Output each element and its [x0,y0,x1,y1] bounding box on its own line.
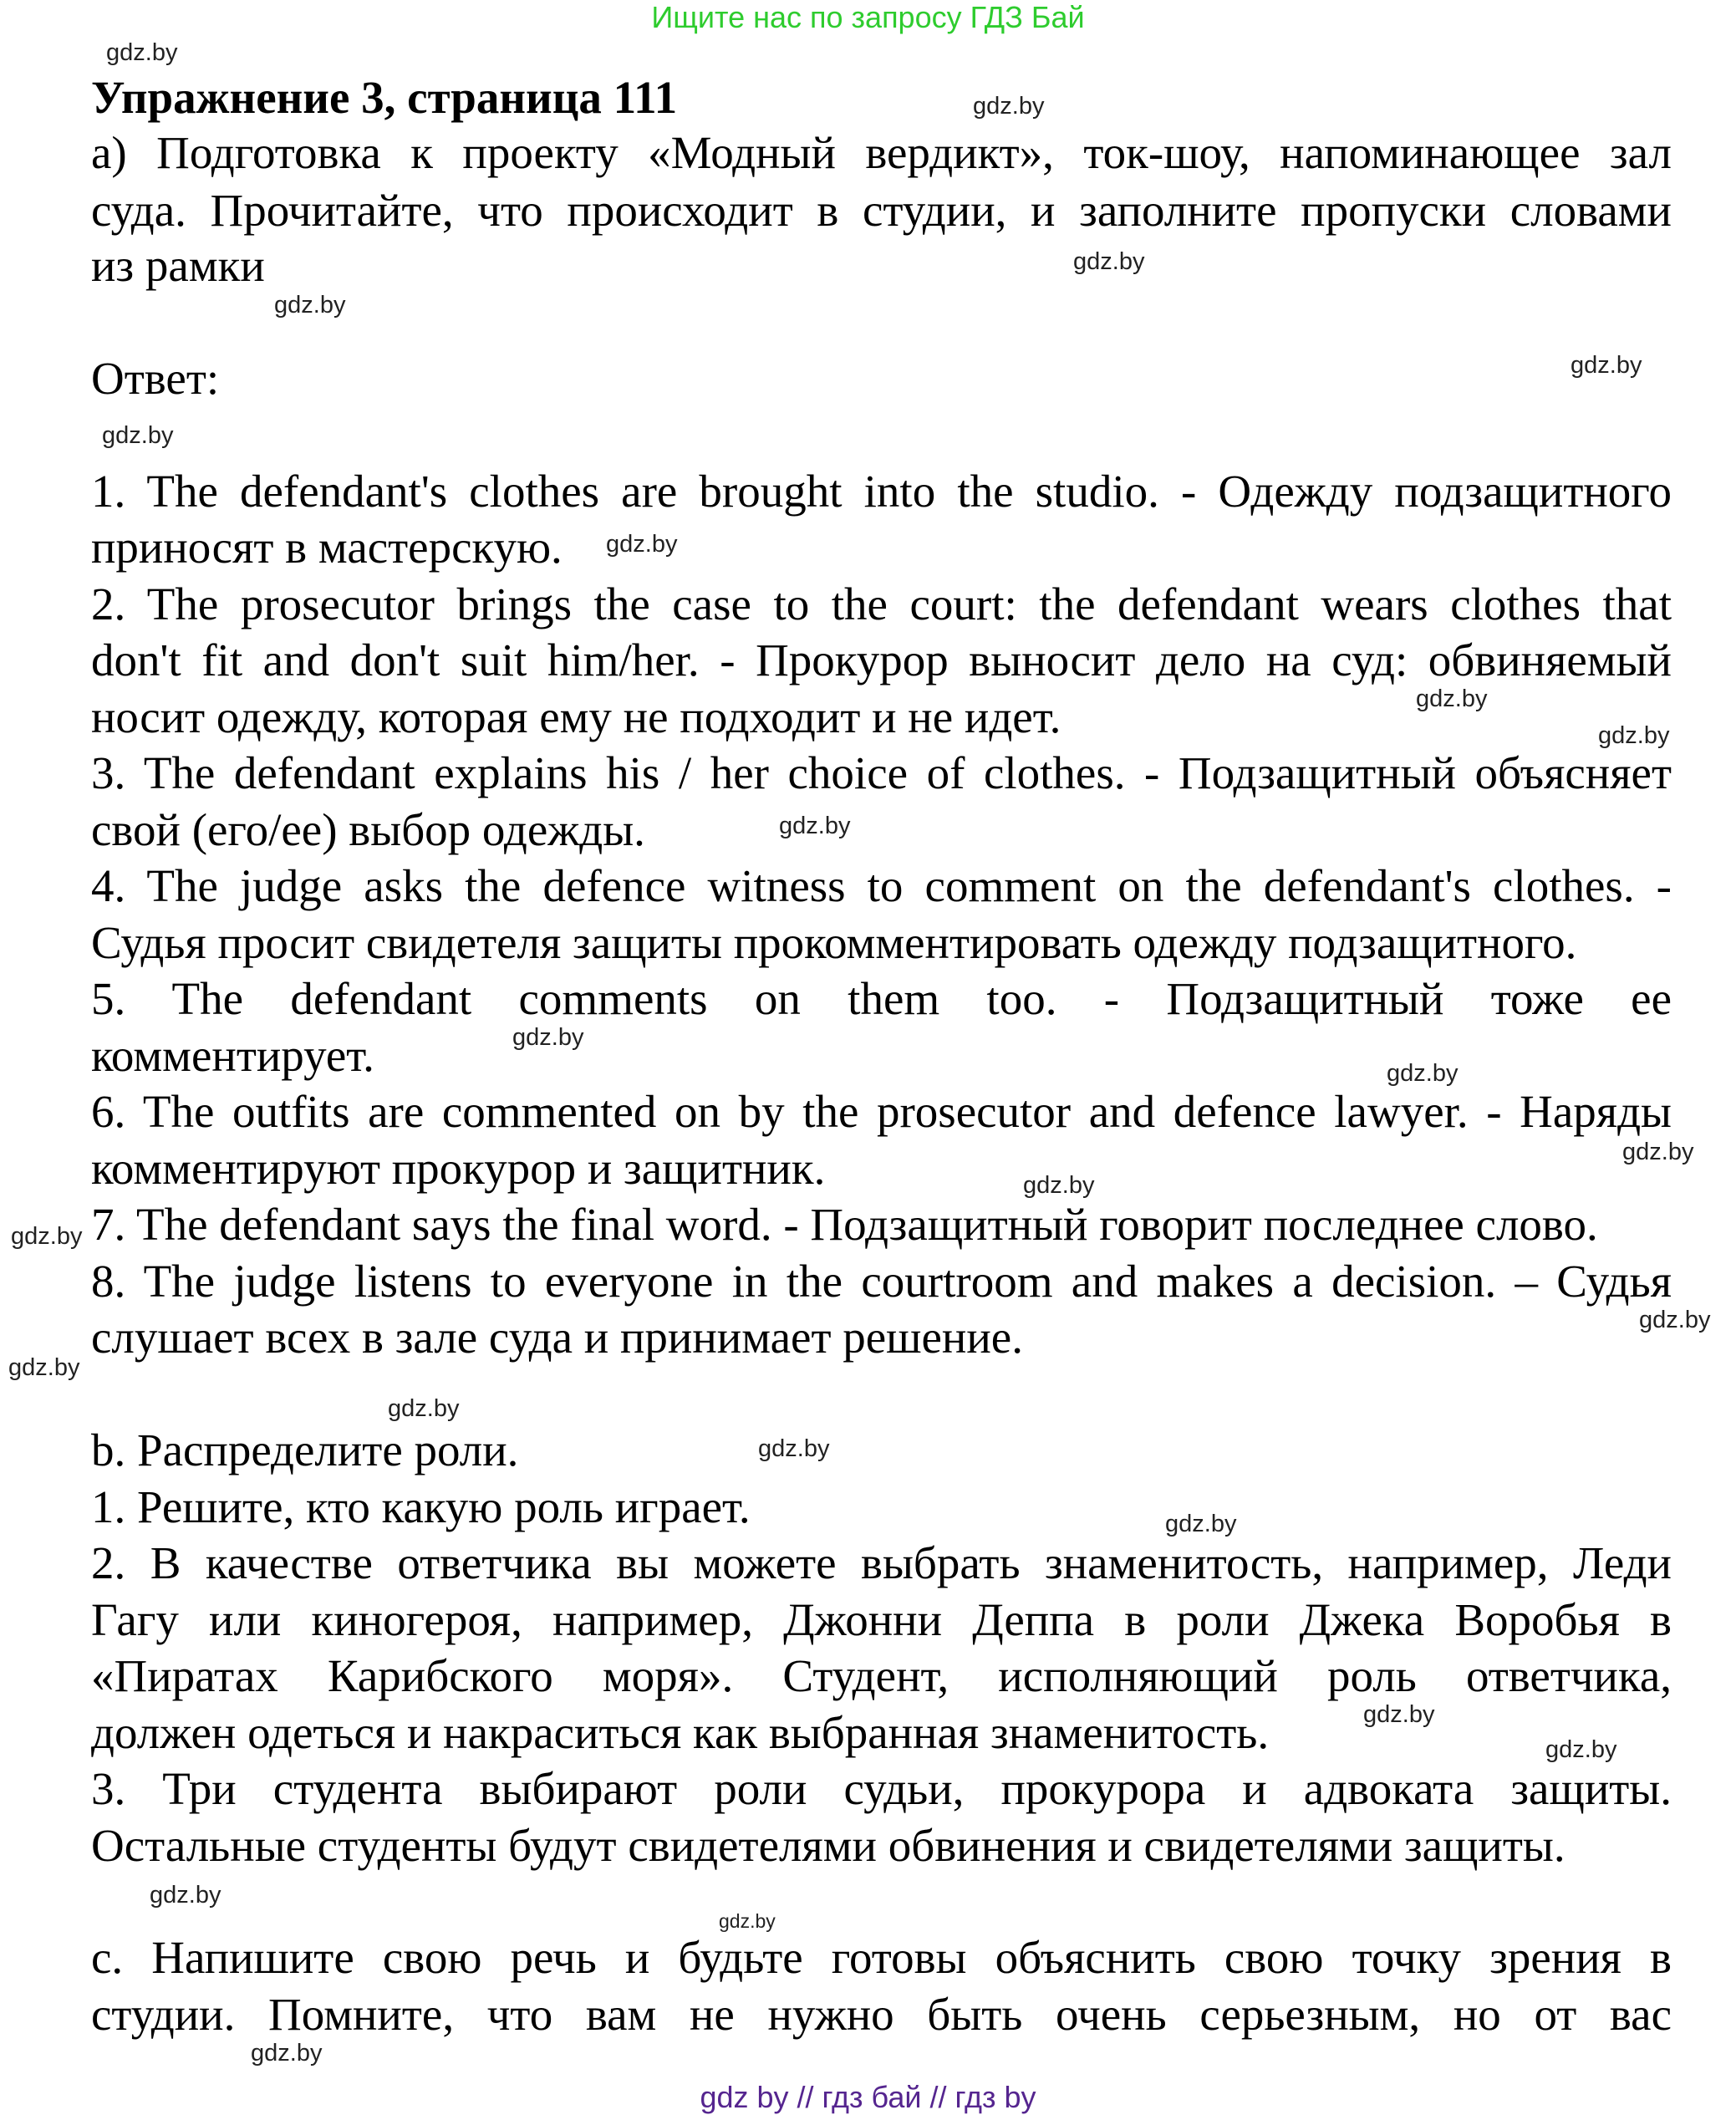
answer-line: 1. The defendant's clothes are brought into the studio. - Одежду подзащитного [91,466,1672,517]
answer-label: Ответ: [91,353,220,404]
watermark-text: gdz.by [512,1024,584,1051]
task-b-line: b. Распределите роли. [91,1424,519,1475]
answer-line: приносят в мастерскую. [91,522,563,573]
exercise-title: Упражнение 3, страница 111 [91,72,678,123]
answer-line: 6. The outfits are commented on by the prosecutor and defence lawyer. - Наряды [91,1086,1672,1137]
watermark-text: gdz.by [1023,1172,1095,1199]
watermark-text: gdz.by [973,93,1045,120]
watermark-text: gdz.by [1622,1139,1694,1165]
task-b-line: должен одеться и накраситься как выбранная знаменитость. [91,1707,1270,1758]
task-b-line: «Пиратах Карибского моря». Студент, исполняющий роль ответчика, [91,1650,1672,1701]
task-b-line: 3. Три студента выбирают роли судьи, прокурора и адвоката защиты. [91,1763,1672,1814]
watermark-text: gdz.by [274,292,346,319]
watermark-text: gdz.by [150,1882,221,1909]
task-b-line: Остальные студенты будут свидетелями обвинения и свидетелями защиты. [91,1820,1565,1871]
task-c-line: с. Напишите свою речь и будьте готовы объяснить свою точку зрения в [91,1932,1672,1983]
task-b-line: 1. Решите, кто какую роль играет. [91,1481,751,1532]
watermark-text: gdz.by [1571,352,1642,379]
answer-line: свой (его/ее) выбор одежды. [91,804,645,855]
watermark-text: gdz.by [388,1395,460,1422]
watermark-text: gdz.by [1545,1736,1617,1763]
watermark-text: gdz.by [779,813,851,839]
answer-line: Судья просит свидетеля защиты прокомментировать одежду подзащитного. [91,917,1577,968]
answer-line: 5. The defendant comments on them too. - Подзащитный тоже ее [91,973,1672,1024]
task-c-line: студии. Помните, что вам не нужно быть очень серьезным, но от вас [91,1989,1672,2040]
watermark-text: gdz.by [106,39,178,66]
task-a-line: а) Подготовка к проекту «Модный вердикт», ток-шоу, напоминающее зал [91,127,1672,178]
watermark-text: gdz.by [1387,1060,1459,1087]
answer-line: комментируют прокурор и защитник. [91,1143,826,1194]
answer-line: комментирует. [91,1030,374,1081]
answer-line: носит одежду, которая ему не подходит и не идет. [91,691,1061,742]
task-b-line: 2. В качестве ответчика вы можете выбрать знаменитость, например, Леди [91,1537,1672,1588]
watermark-text: gdz.by [251,2040,323,2067]
watermark-text: gdz.by [719,1910,776,1932]
watermark-text: gdz.by [102,422,174,449]
watermark-text: gdz.by [1598,722,1670,749]
answer-line: 8. The judge listens to everyone in the courtroom and makes a decision. – Судья [91,1256,1672,1307]
answer-line: слушает всех в зале суда и принимает решение. [91,1312,1023,1363]
watermark-text: gdz.by [11,1223,83,1250]
watermark-text: gdz.by [1165,1511,1237,1537]
watermark-text: gdz.by [1639,1307,1711,1333]
answer-line: 3. The defendant explains his / her choice of clothes. - Подзащитный объясняет [91,747,1672,798]
watermark-text: gdz.by [606,531,678,558]
task-a-line: суда. Прочитайте, что происходит в студии, и заполните пропуски словами [91,185,1672,236]
watermark-text: gdz.by [758,1435,830,1462]
footer-banner: gdz by // гдз бай // гдз by [700,2080,1036,2114]
task-a-line: из рамки [91,240,265,291]
watermark-text: gdz.by [1073,248,1145,275]
search-banner: Ищите нас по запросу ГДЗ Бай [651,0,1085,34]
watermark-text: gdz.by [1416,685,1488,712]
answer-line: 7. The defendant says the final word. - Подзащитный говорит последнее слово. [91,1199,1598,1250]
watermark-text: gdz.by [8,1354,80,1381]
answer-line: don't fit and don't suit him/her. - Прокурор выносит дело на суд: обвиняемый [91,634,1672,685]
watermark-text: gdz.by [1363,1701,1435,1728]
answer-line: 2. The prosecutor brings the case to the court: the defendant wears clothes that [91,578,1672,629]
answer-line: 4. The judge asks the defence witness to comment on the defendant's clothes. - [91,860,1672,911]
task-b-line: Гагу или киногероя, например, Джонни Деппа в роли Джека Воробья в [91,1594,1672,1645]
